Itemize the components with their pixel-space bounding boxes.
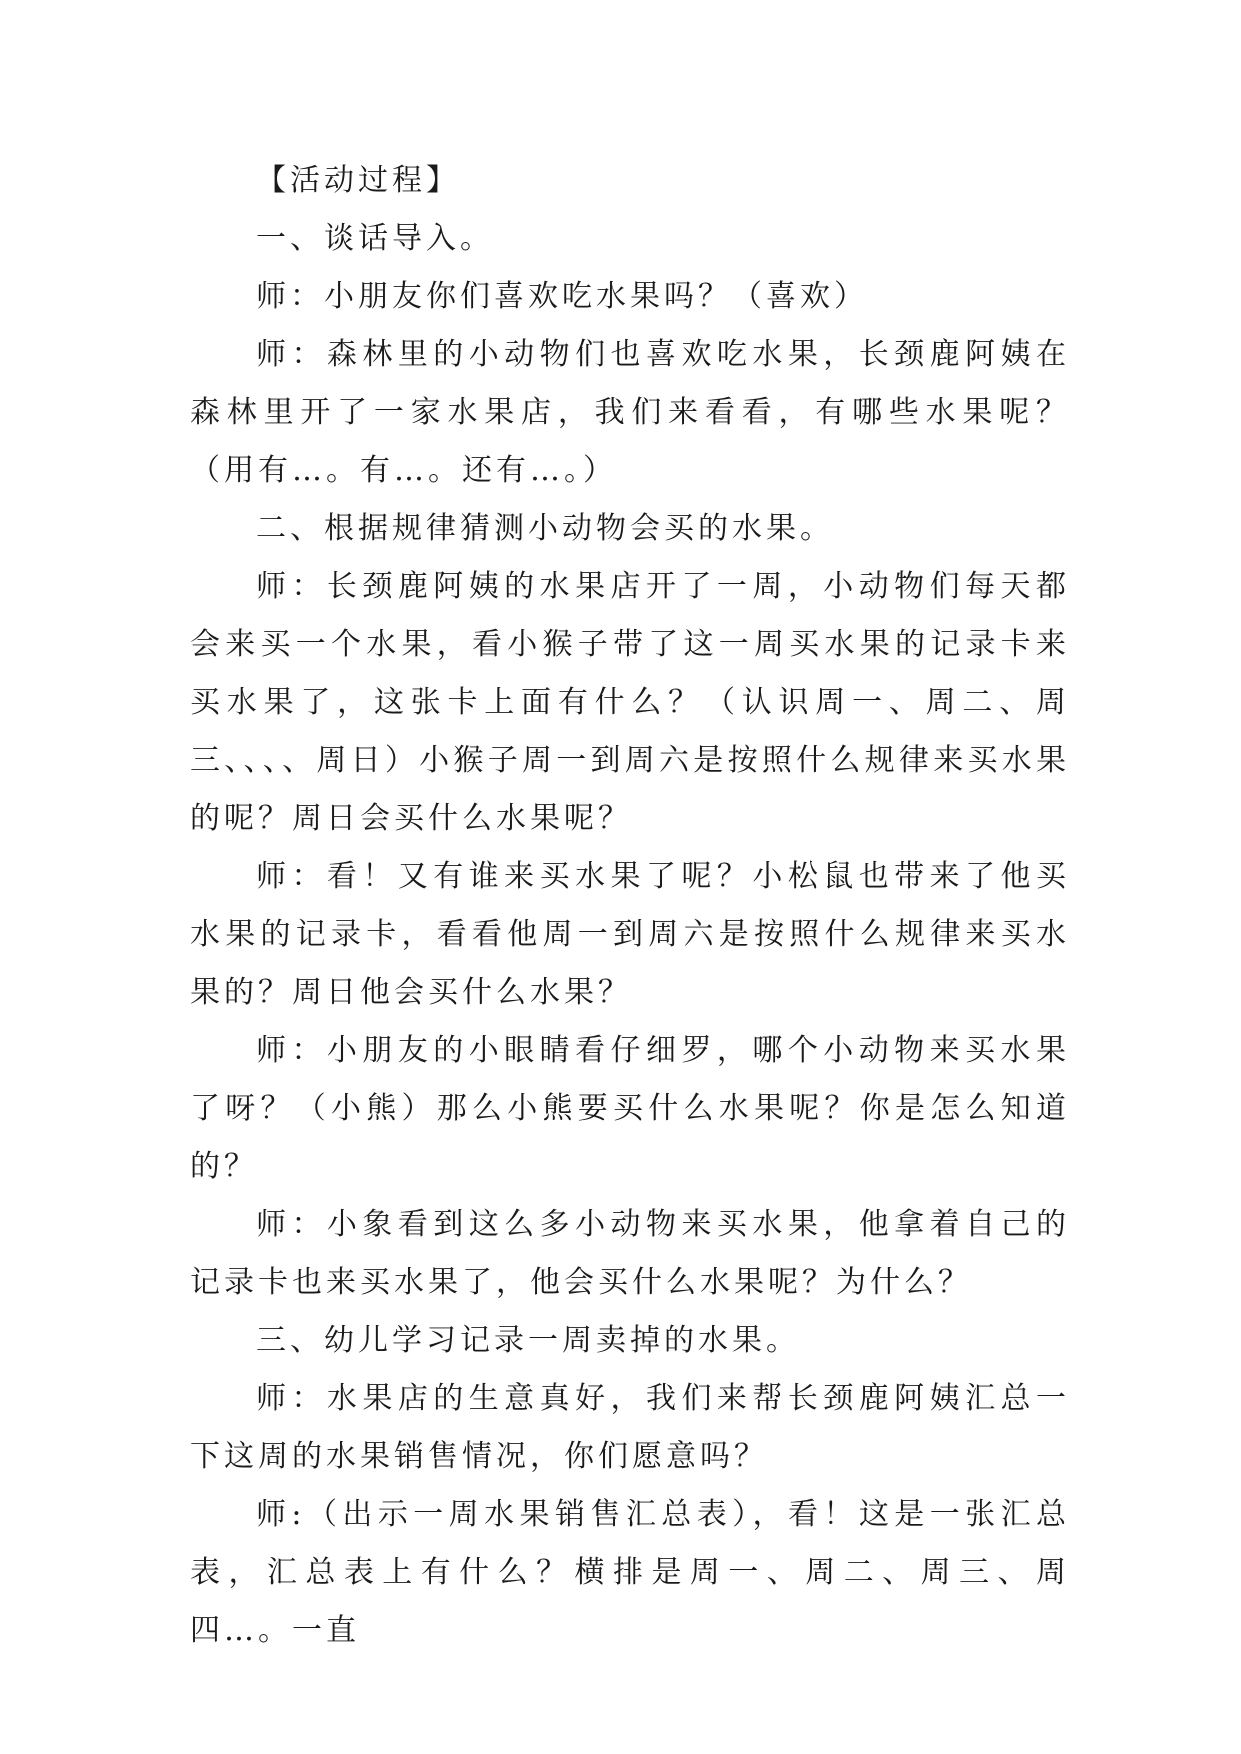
paragraph-bear: 师：小朋友的小眼睛看仔细罗，哪个小动物来买水果了呀？（小熊）那么小熊要买什么水果呢？你是怎么知道的？ [190, 1033, 1070, 1184]
section-heading-record-sales: 三、幼儿学习记录一周卖掉的水果。 [256, 1323, 800, 1358]
paragraph-teacher-question: 师：小朋友你们喜欢吃水果吗？（喜欢） [256, 279, 868, 314]
paragraph-elephant: 师：小象看到这么多小动物来买水果，他拿着自己的记录卡也来买水果了，他会买什么水果呢？为什么？ [190, 1207, 1070, 1300]
paragraph-squirrel-record: 师：看！又有谁来买水果了呢？小松鼠也带来了他买水果的记录卡，看看他周一到周六是按照什么规律来买水果的？周日他会买什么水果？ [190, 859, 1070, 1010]
paragraph-monkey-record: 师：长颈鹿阿姨的水果店开了一周，小动物们每天都会来买一个水果，看小猴子带了这一周买水果的记录卡来买水果了，这张卡上面有什么？（认识周一、周二、周三、、、、周日）小猴子周一到周六是按照什么规律来买水果的呢？周日会买什么水果呢？ [190, 569, 1070, 836]
paragraph-summary-table: 师:（出示一周水果销售汇总表），看！这是一张汇总表，汇总表上有什么？横排是周一、周二、周三、周四…。一直 [190, 1497, 1070, 1648]
paragraph-fruit-shop: 师：森林里的小动物们也喜欢吃水果，长颈鹿阿姨在森林里开了一家水果店，我们来看看，有哪些水果呢？（用有…。有…。还有…。） [190, 337, 1070, 488]
section-heading-activity-process: 【活动过程】 [256, 163, 460, 198]
document-body [190, 152, 1070, 1660]
paragraph-sales-summary: 师：水果店的生意真好，我们来帮长颈鹿阿姨汇总一下这周的水果销售情况，你们愿意吗？ [190, 1381, 1070, 1474]
section-heading-introduction: 一、谈话导入。 [256, 221, 494, 256]
section-heading-pattern-guess: 二、根据规律猜测小动物会买的水果。 [256, 511, 834, 546]
